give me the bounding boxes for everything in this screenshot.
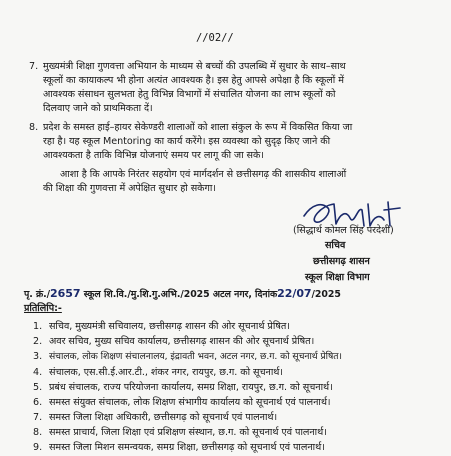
copy-item-number: 2. — [33, 336, 43, 347]
copy-item-number: 8. — [33, 427, 43, 438]
signatory-department: स्कूल शिक्षा विभाग — [305, 272, 370, 283]
copy-item-text: प्रबंध संचालक, राज्य परियोजना कार्यालय, समग्र शिक्षा, रायपुर, छ.ग. को सूचनार्थ। — [49, 382, 333, 393]
copy-item-number: 4. — [33, 367, 43, 378]
closing-line: की शिक्षा की गुणवत्ता में अपेक्षित सुधार हो सकेगा। — [43, 183, 216, 194]
point-7-line: आवश्यक संसाधन सुलभता हेतु विभिन्न विभागों में संचालित योजना का लाभ स्कूलों को — [43, 89, 336, 100]
signatory-name: (सिद्धार्थ कोमल सिंह परदेशी) — [293, 225, 394, 236]
point-8-line: रहा है। यह स्कूल Mentoring का कार्य करेंगे। इस व्यवस्था को सुदृढ़ किए जाने की — [43, 136, 331, 147]
copy-item-text: संचालक, लोक शिक्षण संचालनालय, इंद्रावती भवन, अटल नगर, छ.ग. को सूचनार्थ प्रेषित। — [49, 351, 342, 362]
reference-code: स्कूल शि.वि./मु.शि.गु.अभि./2025 — [83, 289, 210, 300]
copy-item-number: 5. — [33, 382, 43, 393]
copy-item-number: 6. — [33, 397, 43, 408]
point-7-line: मुख्यमंत्री शिक्षा गुणवत्ता अभियान के माध्यम से बच्चों की उपलब्धि में सुधार के साथ–साथ — [43, 61, 346, 72]
closing-line: आशा है कि आपके निरंतर सहयोग एवं मार्गदर्शन से छत्तीसगढ़ की शासकीय शालाओं — [60, 169, 347, 180]
signatory-government: छत्तीसगढ़ शासन — [313, 256, 370, 267]
page-number: //02// — [196, 32, 234, 44]
point-7-line: स्कूलों का कायाकल्प भी होना अत्यंत आवश्यक है। इस हेतु आपसे अपेक्षा है कि स्कूलों में — [43, 75, 344, 86]
copy-item-text: समस्त संयुक्त संचालक, लोक शिक्षण संभागीय कार्यालय को सूचनार्थ एवं पालनार्थ। — [49, 397, 331, 408]
copy-item-text: संचालक, एस.सी.ई.आर.टी., शंकर नगर, रायपुर, छ.ग. को सूचनार्थ। — [49, 367, 283, 378]
copy-item-text: समस्त जिला मिशन समन्वयक, समग्र शिक्षा, छत्तीसगढ़ को सूचनार्थ एवं पालनार्थ। — [49, 442, 325, 453]
point-number: 7. — [29, 61, 39, 72]
reference-date-day: 22/07 — [277, 287, 312, 300]
point-8-line: प्रदेश के समस्त हाई–हायर सेकेण्डरी शालाओं को शाला संकुल के रूप में विकसित किया जा — [43, 122, 353, 133]
copy-item-text: सचिव, मुख्यमंत्री सचिवालय, छत्तीसगढ़ शासन की ओर सूचनार्थ प्रेषित। — [49, 321, 290, 332]
reference-line — [24, 288, 341, 301]
point-number: 8. — [29, 122, 39, 133]
reference-place: अटल नगर, दिनांक — [212, 289, 278, 300]
copy-heading: प्रतिलिपि:- — [24, 303, 62, 314]
copy-item-number: 3. — [33, 351, 43, 362]
copy-item-number: 9. — [33, 442, 43, 453]
reference-prefix: पृ. क्रं./ — [24, 289, 51, 300]
point-7-line: दिलवाए जाने को प्राथमिकता दें। — [43, 103, 153, 114]
copy-item-number: 7. — [33, 412, 43, 423]
signatory-designation: सचिव — [325, 240, 346, 251]
copy-item-text: समस्त जिला शिक्षा अधिकारी, छत्तीसगढ़ को सूचनार्थ एवं पालनार्थ। — [49, 412, 278, 423]
point-8-line: आवश्यकता है ताकि विभिन्न योजनाएं समय पर लागू की जा सके। — [43, 150, 264, 161]
copy-item-text: समस्त प्राचार्य, जिला शिक्षा एवं प्रशिक्षण संस्थान, छ.ग. को सूचनार्थ एवं पालनार्थ। — [49, 427, 327, 438]
reference-date-year: /2025 — [311, 289, 341, 300]
copy-item-text: अवर सचिव, मुख्य सचिव कार्यालय, छत्तीसगढ़ शासन की ओर सूचनार्थ प्रेषित। — [49, 336, 315, 347]
copy-item-number: 1. — [33, 321, 43, 332]
reference-number: 2657 — [50, 287, 81, 300]
